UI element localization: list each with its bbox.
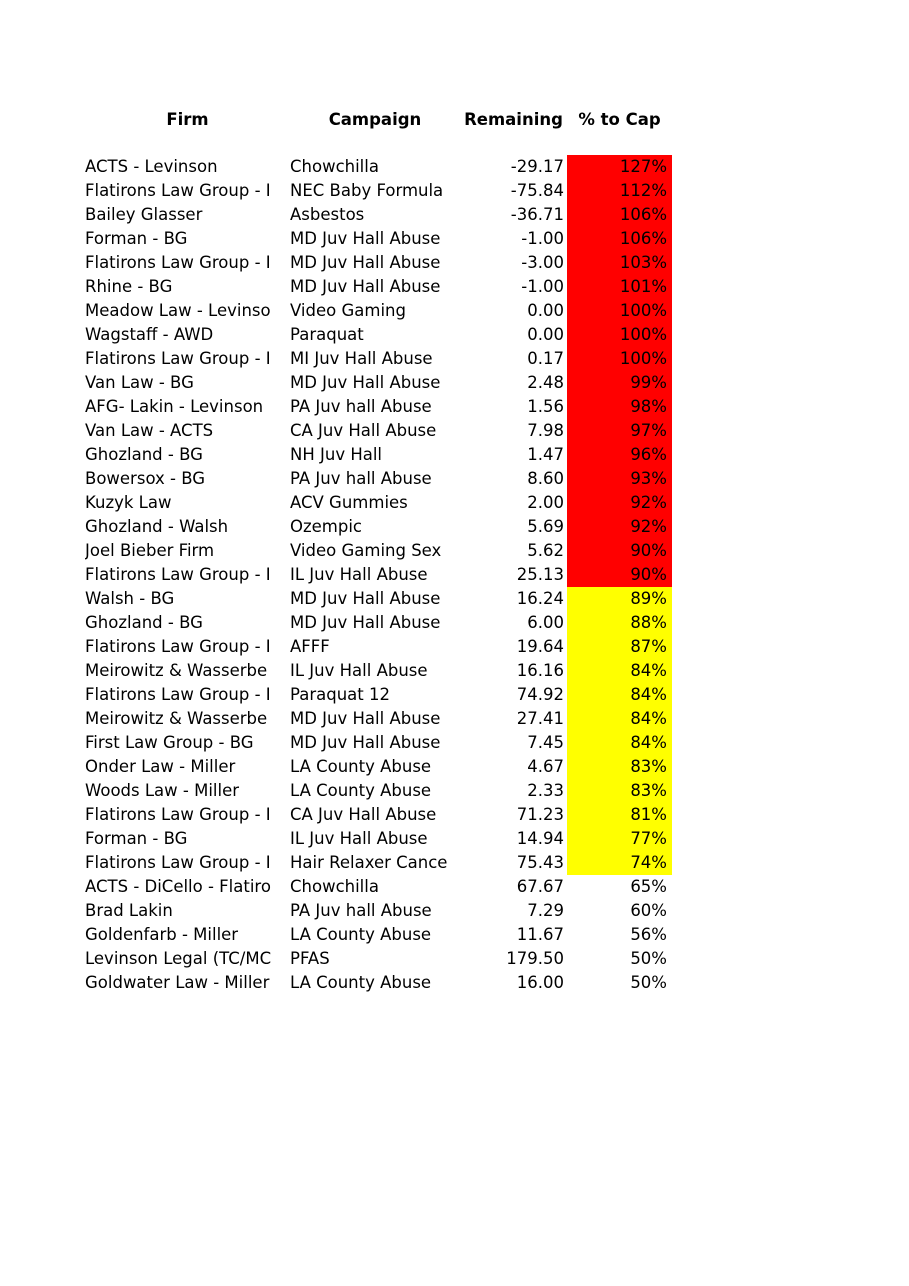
campaign-cell: MD Juv Hall Abuse [290,253,441,272]
firm-cell: Flatirons Law Group - I [85,181,271,200]
table-row [0,587,909,611]
pct-to-cap-cell: 97% [567,419,672,443]
pct-to-cap-cell: 89% [567,587,672,611]
table-row [0,899,909,923]
firm-cell: Goldwater Law - Miller [85,973,270,992]
remaining-cell: 75.43 [516,853,564,872]
firm-cell: Van Law - BG [85,373,194,392]
firm-cell: Walsh - BG [85,589,175,608]
remaining-cell: -75.84 [510,181,564,200]
table-row [0,155,909,179]
campaign-cell: Ozempic [290,517,363,536]
firm-cell: Woods Law - Miller [85,781,240,800]
table-row [0,203,909,227]
campaign-cell: Video Gaming [290,301,406,320]
campaign-cell: AFFF [290,637,330,656]
pct-to-cap-cell: 92% [567,491,672,515]
table-row [0,347,909,371]
firm-cell: Joel Bieber Firm [85,541,215,560]
table-row [0,563,909,587]
table-row [0,179,909,203]
firm-cell: Rhine - BG [85,277,173,296]
remaining-cell: 16.24 [516,589,564,608]
table-row [0,275,909,299]
table-row [0,395,909,419]
table-row [0,299,909,323]
remaining-cell: 8.60 [527,469,564,488]
campaign-cell: PA Juv hall Abuse [290,397,432,416]
firm-cell: Meadow Law - Levinso [85,301,271,320]
table-row [0,779,909,803]
table-row [0,491,909,515]
remaining-cell: 7.98 [527,421,564,440]
pct-to-cap-cell: 90% [567,563,672,587]
firm-cell: ACTS - DiCello - Flatiro [85,877,271,896]
campaign-cell: Chowchilla [290,877,379,896]
campaign-cell: Asbestos [290,205,365,224]
pct-to-cap-cell: 93% [567,467,672,491]
firm-cell: Ghozland - BG [85,445,203,464]
remaining-cell: -1.00 [521,277,564,296]
firm-cell: Bowersox - BG [85,469,206,488]
table-row [0,467,909,491]
firm-cell: Wagstaff - AWD [85,325,214,344]
campaign-cell: LA County Abuse [290,781,432,800]
remaining-cell: -29.17 [510,157,564,176]
campaign-cell: Video Gaming Sex [290,541,442,560]
table-row [0,851,909,875]
firm-cell: Meirowitz & Wasserbe [85,661,268,680]
firm-cell: Forman - BG [85,229,188,248]
firm-cell: Flatirons Law Group - I [85,349,271,368]
campaign-cell: PA Juv hall Abuse [290,469,432,488]
remaining-cell: 0.00 [527,301,564,320]
campaign-cell: MD Juv Hall Abuse [290,733,441,752]
firm-cell: Flatirons Law Group - I [85,853,271,872]
campaign-cell: Paraquat 12 [290,685,390,704]
pct-to-cap-cell: 87% [567,635,672,659]
campaign-cell: PFAS [290,949,330,968]
remaining-cell: 0.00 [527,325,564,344]
pct-to-cap-cell: 90% [567,539,672,563]
firm-cell: Meirowitz & Wasserbe [85,709,268,728]
campaign-cell: LA County Abuse [290,757,432,776]
firm-cell: Forman - BG [85,829,188,848]
pct-to-cap-cell: 92% [567,515,672,539]
pct-to-cap-cell: 84% [567,707,672,731]
table-row [0,755,909,779]
pct-to-cap-cell: 84% [567,659,672,683]
firm-cell: Onder Law - Miller [85,757,236,776]
table-row [0,323,909,347]
table-row [0,971,909,995]
remaining-cell: 74.92 [516,685,564,704]
campaign-cell: MI Juv Hall Abuse [290,349,433,368]
remaining-cell: 71.23 [516,805,564,824]
pct-to-cap-cell: 83% [567,755,672,779]
pct-to-cap-cell: 50% [630,973,667,992]
header-remaining: Remaining [464,110,563,129]
campaign-cell: NEC Baby Formula [290,181,444,200]
campaign-cell: MD Juv Hall Abuse [290,613,441,632]
campaign-cell: IL Juv Hall Abuse [290,829,428,848]
table-row [0,443,909,467]
campaign-cell: IL Juv Hall Abuse [290,565,428,584]
campaign-cell: CA Juv Hall Abuse [290,805,437,824]
remaining-cell: -3.00 [521,253,564,272]
firm-cell: Kuzyk Law [85,493,172,512]
pct-to-cap-cell: 83% [567,779,672,803]
table-row [0,539,909,563]
firm-cell: Flatirons Law Group - I [85,565,271,584]
campaign-cell: LA County Abuse [290,973,432,992]
table-row [0,731,909,755]
pct-to-cap-cell: 84% [567,683,672,707]
pct-to-cap-cell: 100% [567,323,672,347]
remaining-cell: 19.64 [516,637,564,656]
campaign-cell: MD Juv Hall Abuse [290,373,441,392]
firm-cell: Flatirons Law Group - I [85,253,271,272]
pct-to-cap-cell: 103% [567,251,672,275]
remaining-cell: 0.17 [527,349,564,368]
campaign-cell: ACV Gummies [290,493,408,512]
table-row [0,947,909,971]
pct-to-cap-cell: 127% [567,155,672,179]
pct-to-cap-cell: 60% [630,901,667,920]
table-row [0,515,909,539]
remaining-cell: 1.56 [527,397,564,416]
pct-to-cap-cell: 100% [567,347,672,371]
firm-cell: Goldenfarb - Miller [85,925,239,944]
firm-cell: Flatirons Law Group - I [85,805,271,824]
firm-cell: Ghozland - BG [85,613,203,632]
firm-cell: AFG- Lakin - Levinson [85,397,264,416]
campaign-cell: CA Juv Hall Abuse [290,421,437,440]
table-row [0,251,909,275]
table-row [0,659,909,683]
remaining-cell: 27.41 [516,709,564,728]
table-row [0,227,909,251]
remaining-cell: 2.00 [527,493,564,512]
table-row [0,803,909,827]
remaining-cell: 5.69 [527,517,564,536]
remaining-cell: 6.00 [527,613,564,632]
remaining-cell: 179.50 [506,949,564,968]
firm-cell: Ghozland - Walsh [85,517,229,536]
pct-to-cap-cell: 101% [567,275,672,299]
table-row [0,875,909,899]
pct-to-cap-cell: 96% [567,443,672,467]
firm-cell: Flatirons Law Group - I [85,685,271,704]
header-firm: Firm [166,110,209,129]
campaign-cell: NH Juv Hall [290,445,383,464]
table-row [0,683,909,707]
pct-to-cap-cell: 77% [567,827,672,851]
remaining-cell: 5.62 [527,541,564,560]
remaining-cell: -1.00 [521,229,564,248]
firm-cell: Flatirons Law Group - I [85,637,271,656]
pct-to-cap-cell: 81% [567,803,672,827]
table-row [0,923,909,947]
campaign-cell: Hair Relaxer Cance [290,853,448,872]
pct-to-cap-cell: 88% [567,611,672,635]
remaining-cell: 2.33 [527,781,564,800]
firm-cell: Brad Lakin [85,901,173,920]
table-row [0,371,909,395]
remaining-cell: 7.29 [527,901,564,920]
remaining-cell: 11.67 [516,925,564,944]
campaign-cell: MD Juv Hall Abuse [290,709,441,728]
firm-cell: ACTS - Levinson [85,157,218,176]
campaign-cell: PA Juv hall Abuse [290,901,432,920]
header-pct-to-cap: % to Cap [578,110,661,129]
pct-to-cap-cell: 100% [567,299,672,323]
campaign-cell: Chowchilla [290,157,379,176]
table-body [0,155,909,995]
table-row [0,635,909,659]
table-row [0,611,909,635]
pct-to-cap-cell: 50% [630,949,667,968]
pct-to-cap-cell: 106% [567,227,672,251]
campaign-cell: MD Juv Hall Abuse [290,229,441,248]
remaining-cell: 1.47 [527,445,564,464]
remaining-cell: 16.00 [516,973,564,992]
pct-to-cap-cell: 56% [630,925,667,944]
remaining-cell: 4.67 [527,757,564,776]
table-row [0,827,909,851]
remaining-cell: 2.48 [527,373,564,392]
remaining-cell: -36.71 [510,205,564,224]
campaign-cell: MD Juv Hall Abuse [290,277,441,296]
pct-to-cap-cell: 84% [567,731,672,755]
pct-to-cap-cell: 74% [567,851,672,875]
firm-cell: Van Law - ACTS [85,421,214,440]
pct-to-cap-cell: 65% [630,877,667,896]
pct-to-cap-cell: 112% [567,179,672,203]
table-row [0,419,909,443]
firm-cell: Levinson Legal (TC/MC [85,949,272,968]
remaining-cell: 25.13 [516,565,564,584]
remaining-cell: 67.67 [516,877,564,896]
campaign-cell: LA County Abuse [290,925,432,944]
pct-to-cap-cell: 106% [567,203,672,227]
pct-to-cap-cell: 99% [567,371,672,395]
remaining-cell: 16.16 [516,661,564,680]
campaign-cell: Paraquat [290,325,364,344]
header-campaign: Campaign [328,110,422,129]
table-row [0,707,909,731]
remaining-cell: 14.94 [516,829,564,848]
pct-to-cap-cell: 98% [567,395,672,419]
campaign-cell: MD Juv Hall Abuse [290,589,441,608]
campaign-cell: IL Juv Hall Abuse [290,661,428,680]
firm-cell: Bailey Glasser [85,205,203,224]
firm-cell: First Law Group - BG [85,733,254,752]
remaining-cell: 7.45 [527,733,564,752]
